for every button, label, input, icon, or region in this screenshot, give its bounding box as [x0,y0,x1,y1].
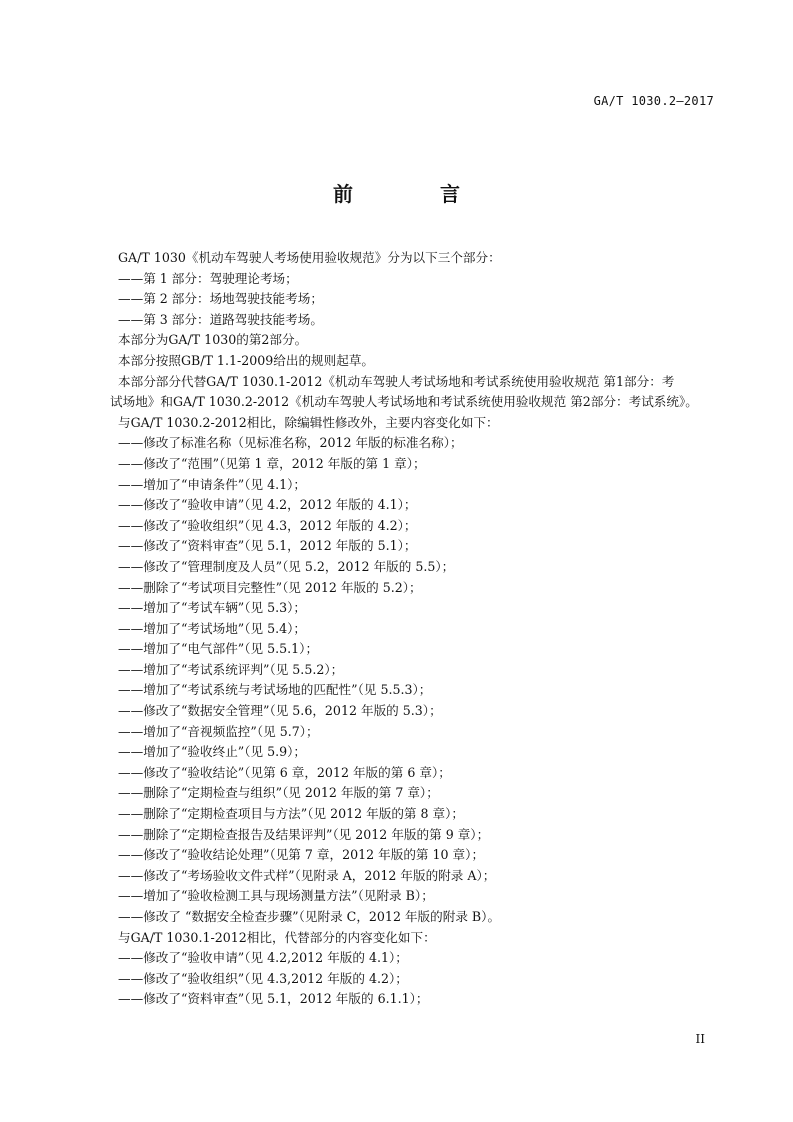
text-line: ——修改了“验收组织”（见 4.3，2012 年版的 4.2）； [118,517,417,533]
text-line: ——增加了“考试系统评判”（见 5.5.2）； [118,661,344,677]
text-line: ——第 3 部分：道路驾驶技能考场。 [118,311,323,327]
text-line: 本部分为GA/T 1030的第2部分。 [118,332,308,348]
text-line: GA/T 1030《机动车驾驶人考场使用验收规范》分为以下三个部分： [118,250,501,265]
text-line: ——删除了“定期检查项目与方法”（见 2012 年版的第 8 章）； [118,806,465,822]
text-line: ——修改了标准名称（见标准名称，2012 年版的标准名称）； [118,435,463,451]
text-line: ——修改了“资料审查”（见 5.1，2012 年版的 5.1）； [118,538,417,554]
text-line: ——第 1 部分：驾驶理论考场； [118,270,298,286]
text-line: ——修改了“验收结论处理”（见第 7 章，2012 年版的第 10 章）； [118,847,485,863]
text-line: ——修改了“资料审查”（见 5.1，2012 年版的 6.1.1）； [118,991,429,1007]
text-line: ——增加了“验收终止”（见 5.9）； [118,744,307,760]
text-line: ——修改了“数据安全管理”（见 5.6，2012 年版的 5.3）； [118,703,442,719]
text-line: 本部分按照GB/T 1.1-2009给出的规则起草。 [118,352,375,368]
text-line: 试场地》和GA/T 1030.2-2012《机动车驾驶人考试场地和考试系统使用验收规范 第2部分：考试系统》。 [110,394,698,410]
text-line: ——增加了“电气部件”（见 5.5.1）； [118,641,319,657]
text-line: ——修改了“考场验收文件式样”（见附录 A，2012 年版的附录 A）； [118,867,496,883]
text-line: ——增加了“考试系统与考试场地的匹配性”（见 5.5.3）； [118,682,432,698]
text-line: ——修改了“验收结论”（见第 6 章，2012 年版的第 6 章）； [118,764,451,780]
text-line: ——删除了“考试项目完整性”（见 2012 年版的 5.2）； [118,579,422,595]
text-line: 本部分部分代替GA/T 1030.1-2012《机动车驾驶人考试场地和考试系统使用验收规范 第1部分：考 [118,373,675,389]
text-line: ——修改了“验收申请”（见 4.2，2012 年版的 4.1）； [118,497,417,513]
text-line: ——增加了“考试车辆”（见 5.3）； [118,600,307,616]
text-line: ——修改了“管理制度及人员”（见 5.2，2012 年版的 5.5）； [118,558,455,574]
page-number: II [695,1032,705,1046]
text-line: ——增加了“申请条件”（见 4.1）； [118,476,307,492]
text-line: ——增加了“验收检测工具与现场测量方法”（见附录 B）； [118,888,434,904]
text-line: 与GA/T 1030.1-2012相比，代替部分的内容变化如下： [118,929,436,945]
text-line: ——第 2 部分：场地驾驶技能考场； [118,291,323,307]
text-line: ——修改了“范围”（见第 1 章，2012 年版的第 1 章）； [118,455,426,471]
foreword-body [110,248,718,1010]
text-line: ——增加了“音视频监控”（见 5.7）； [118,723,319,739]
text-line: ——增加了“考试场地”（见 5.4）； [118,620,307,636]
text-line: ——修改了 “数据安全检查步骤”（见附录 C，2012 年版的附录 B）。 [118,909,501,924]
page-title: 前 言 [333,182,500,206]
text-line: ——修改了“验收组织”（见 4.3,2012 年版的 4.2）； [118,970,408,986]
text-line: ——删除了“定期检查报告及结果评判”（见 2012 年版的第 9 章）； [118,826,490,842]
text-line: ——修改了“验收申请”（见 4.2,2012 年版的 4.1）； [118,950,408,966]
standard-code: GA/T 1030.2—2017 [593,94,714,108]
text-line: ——删除了“定期检查与组织”（见 2012 年版的第 7 章）； [118,785,439,801]
text-line: 与GA/T 1030.2-2012相比，除编辑性修改外，主要内容变化如下： [118,414,499,430]
